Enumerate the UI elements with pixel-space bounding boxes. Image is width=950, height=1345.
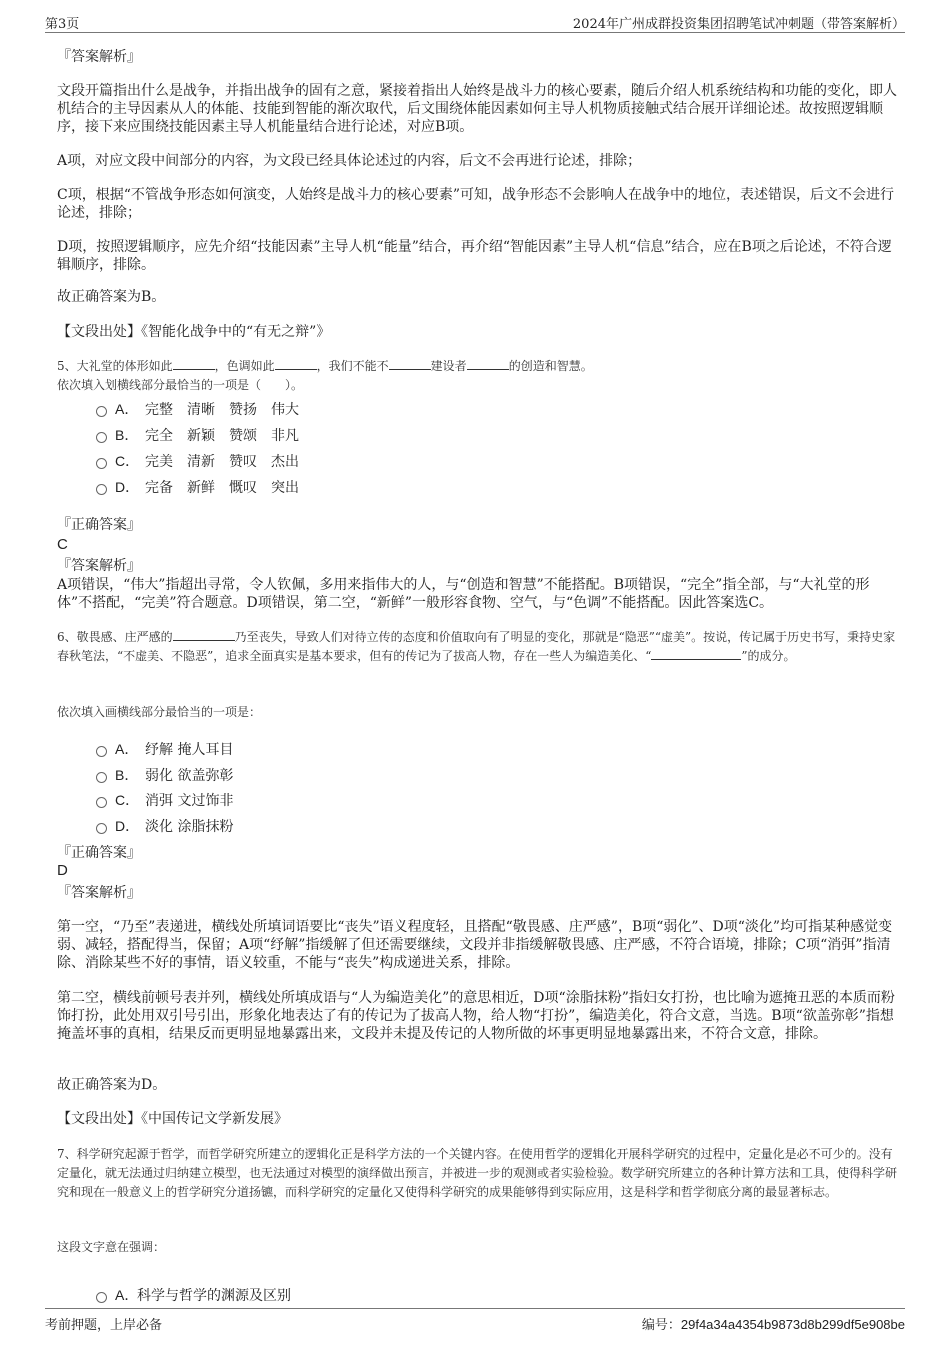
q7-prompt: 这段文字意在强调： — [57, 1240, 166, 1254]
q5-stem: 5、大礼堂的体形如此 ，色调如此 ，我们不能不 建设者 的创造和智慧。 — [57, 359, 593, 373]
q5-option-a[interactable]: A． 完整 清晰 赞扬 伟大 — [96, 399, 299, 419]
q7-stem: 7、科学研究起源于哲学，而哲学研究所建立的逻辑化正是科学方法的一个关键内容。在使用哲学的逻辑化开展科学研究的过程中，定量化是必不可少的。没有定量化，就无法通过归纳建立模型，也无法通过对模型的演绎做出预言，并被进一步的观测或者实验检验。数学研究所建立的各种计算方法和工具，使得科学研究和现在一般意义上的哲学研究分道扬镳，而科学研究的定量化又使得科学研究的成果能够得到实际应用，这是科学和哲学彻底分离的最显著标志。 — [57, 1147, 898, 1199]
q6-stem: 6、敬畏感、庄严感的 乃至丧失，导致人们对待立传的态度和价值取向有了明显的变化，那就是“隐恶”“虚美”。按说，传记属于历史书写，秉持史家春秋笔法，“不虚美、不隐恶”，追求全面真实是基本要求，但有的传记为了拔高人物，存在一些人为编造美化、“ ”的成分。 — [57, 630, 896, 663]
q6-conclusion: 故正确答案为D。 — [57, 1077, 167, 1093]
page-number: 第3页 — [45, 17, 80, 32]
q5-analysis-heading: 『答案解析』 — [57, 558, 141, 574]
radio-icon[interactable] — [96, 772, 107, 783]
q6-source: 【文段出处】《中国传记文学新发展》 — [57, 1111, 288, 1127]
q6-correct-answer: D — [57, 862, 68, 879]
q4-conclusion: 故正确答案为B。 — [57, 289, 166, 305]
q4-analysis-p1: 文段开篇指出什么是战争，并指出战争的固有之意，紧接着指出人始终是战斗力的核心要素，随后介绍人机系统结构和功能的变化，即人机结合的主导因素从人的体能、技能到智能的渐次取代，后文围绕体能因素如何主导人机物质接触式结合展开详细论述。故按照逻辑顺序，接下来应围绕技能因素主导人机能量结合进行论述，对应B项。 — [57, 83, 897, 135]
q4-analysis-heading: 『答案解析』 — [57, 49, 141, 65]
radio-icon[interactable] — [96, 432, 107, 443]
q6-option-b[interactable]: B． 弱化 欲盖弥彰 — [96, 765, 233, 785]
q6-option-c[interactable]: C． 消弭 文过饰非 — [96, 790, 233, 810]
radio-icon[interactable] — [96, 823, 107, 834]
q5-option-c[interactable]: C． 完美 清新 赞叹 杰出 — [96, 451, 299, 471]
q5-correct-heading: 『正确答案』 — [57, 517, 141, 533]
document-title: 2024年广州成群投资集团招聘笔试冲刺题（带答案解析） — [572, 17, 905, 32]
q5-option-b[interactable]: B． 完全 新颖 赞颂 非凡 — [96, 425, 299, 445]
page-header — [45, 12, 905, 33]
q4-source: 【文段出处】《智能化战争中的“有无之辩”》 — [57, 324, 331, 340]
radio-icon[interactable] — [96, 484, 107, 495]
radio-icon[interactable] — [96, 406, 107, 417]
q5-analysis: A项错误，“伟大”指超出寻常，令人钦佩，多用来指伟大的人，与“创造和智慧”不能搭配。B项错误，“完全”指全部，与“大礼堂的形体”不搭配，“完美”符合题意。D项错误，第二空，“新鲜”一般形容食物、空气，与“色调”不能搭配。因此答案选C。 — [57, 577, 870, 611]
q6-correct-heading: 『正确答案』 — [57, 845, 141, 861]
radio-icon[interactable] — [96, 746, 107, 757]
radio-icon[interactable] — [96, 458, 107, 469]
q5-option-d[interactable]: D． 完备 新鲜 慨叹 突出 — [96, 477, 299, 497]
q4-analysis-p3: C项，根据“不管战争形态如何演变，人始终是战斗力的核心要素”可知，战争形态不会影响人在战争中的地位，表述错误，后文不会进行论述，排除； — [57, 187, 895, 221]
q4-analysis-p2: A项，对应文段中间部分的内容，为文段已经具体论述过的内容，后文不会再进行论述，排除； — [57, 153, 642, 169]
radio-icon[interactable] — [96, 797, 107, 808]
q6-prompt: 依次填入画横线部分最恰当的一项是： — [57, 705, 262, 719]
q4-analysis-p4: D项，按照逻辑顺序，应先介绍“技能因素”主导人机“能量”结合，再介绍“智能因素”主导人机“信息”结合，应在B项之后论述，不符合逻辑顺序，排除。 — [57, 239, 892, 273]
page-footer — [45, 1308, 905, 1333]
q6-analysis-heading: 『答案解析』 — [57, 885, 141, 901]
q5-correct-answer: C — [57, 536, 68, 553]
q6-analysis-p1: 第一空，“乃至”表递进，横线处所填词语要比“丧失”语义程度轻，且搭配“敬畏感、庄严感”，B项“弱化”、D项“淡化”均可指某种感觉变弱、减轻，搭配得当，保留；A项“纾解”指缓解了但还需要继续，文段并非指缓解敬畏感、庄严感，不符合语境，排除；C项“消弭”指清除、消除某些不好的事情，语义较重，不能与“丧失”构成递进关系，排除。 — [57, 919, 893, 971]
document-code: 编号：29f4a34a4354b9873d8b299df5e908be — [641, 1317, 905, 1333]
q6-option-d[interactable]: D． 淡化 涂脂抹粉 — [96, 816, 233, 836]
radio-icon[interactable] — [96, 1292, 107, 1303]
q7-option-a[interactable]: A． 科学与哲学的渊源及区别 — [96, 1285, 291, 1305]
q6-analysis-p2: 第二空，横线前顿号表并列，横线处所填成语与“人为编造美化”的意思相近，D项“涂脂抹粉”指妇女打扮，也比喻为遮掩丑恶的本质而粉饰打扮，此处用双引号引出，形象化地表达了有的传记为了拔高人物，给人物“打扮”，编造美化，符合文意，当选。B项“欲盖弥彰”指想掩盖坏事的真相，结果反而更明显地暴露出来，文段并未提及传记的人物所做的坏事更明显地暴露出来，不符合文意，排除。 — [57, 990, 895, 1042]
footer-slogan: 考前押题，上岸必备 — [45, 1318, 163, 1333]
q6-option-a[interactable]: A． 纾解 掩人耳目 — [96, 739, 233, 759]
q5-prompt: 依次填入划横线部分最恰当的一项是（ ）。 — [57, 378, 304, 392]
